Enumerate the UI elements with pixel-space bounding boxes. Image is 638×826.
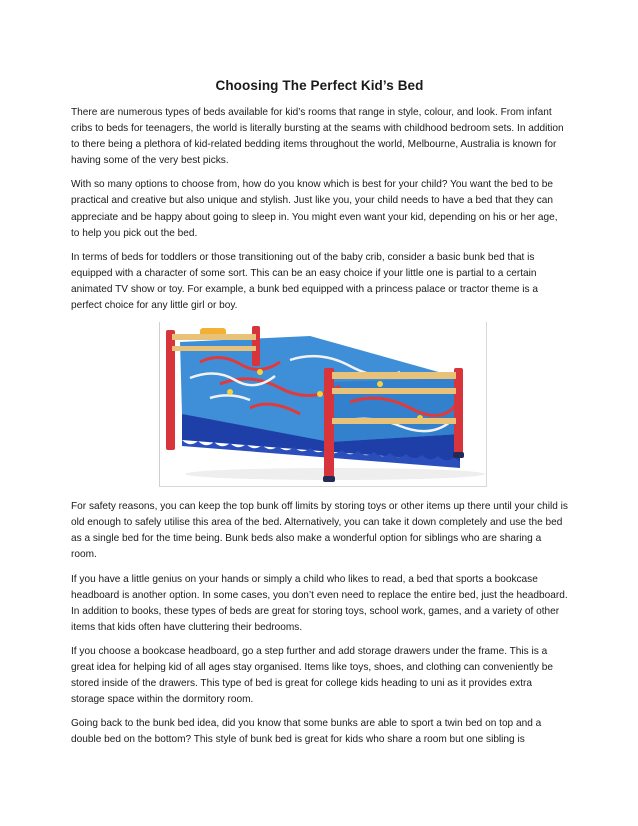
paragraph-2: With so many options to choose from, how do you know which is best for your child? You want the bed to be practical and creative but also unique and stylish. Just like you, your child needs to have a bed that they can appreciate and be happy about going to sleep in. You might even want your kid, depending on his or her age, to help you pick out the bed.	[71, 179, 558, 239]
paragraph-5: If you have a little genius on your hands or simply a child who likes to read, a bed that sports a bookcase headboard is another option. In some cases, you don’t even need to replace the entire bed, just the headboard. In addition to books, these types of beds are great for storing toys, school work, games, and a variety of other items that kids often have cluttering their bedrooms.	[71, 573, 568, 633]
paragraph-7: Going back to the bunk bed idea, did you know that some bunks are able to sport a twin bed on top and a double bed on the bottom? This style of bunk bed is great for kids who share a room but one sibling is	[71, 718, 542, 746]
paragraph-3: In terms of beds for toddlers or those transitioning out of the baby crib, consider a basic bunk bed that is equipped with a character of some sort. This can be an easy choice if your little one is partial to a certain animated TV show or toy. For example, a bunk bed equipped with a princess palace or tractor theme is a perfect choice for any little girl or boy.	[71, 251, 538, 312]
document-title: Choosing The Perfect Kid’s Bed	[215, 78, 424, 93]
paragraph-6: If you choose a bookcase headboard, go a step further and add storage drawers under the frame. This is a great idea for helping kid of all ages stay organised. Items like toys, shoes, and clothing can conveniently be stored inside of the drawers. This type of bed is great for college kids heading to uni as it provides extra storage space within the dormitory room.	[71, 645, 553, 706]
quilt-side	[330, 378, 460, 442]
bed-foot	[453, 452, 464, 458]
headboard-rail-top	[172, 334, 256, 340]
foot-post-right	[454, 368, 463, 454]
footboard-rail-top	[332, 372, 456, 379]
bed-illustration	[160, 322, 486, 486]
bed-image	[159, 322, 487, 487]
bed-foot	[323, 476, 335, 482]
paragraph-1: There are numerous types of beds available for kid’s rooms that range in style, colour, and look. From infant cribs to beds for teenagers, the world is literally bursting at the seams with childhood bedroom sets. In addition to there being a plethora of kid-related bedding items throughout the world, Melbourne, Australia is known for having some of the very best picks.	[71, 107, 564, 167]
headboard-rail-middle	[172, 346, 256, 351]
paragraph-4: For safety reasons, you can keep the top bunk off limits by storing toys or other items up there until your child is old enough to safely utilise this area of the bed. Alternatively, you can take it down completely and use the bed as a single bed for the time being. Bunk beds also make a wonderful option for siblings who are sharing a room.	[71, 501, 568, 561]
footboard-rail-bottom	[332, 418, 456, 424]
footboard-rail-middle	[332, 388, 456, 394]
